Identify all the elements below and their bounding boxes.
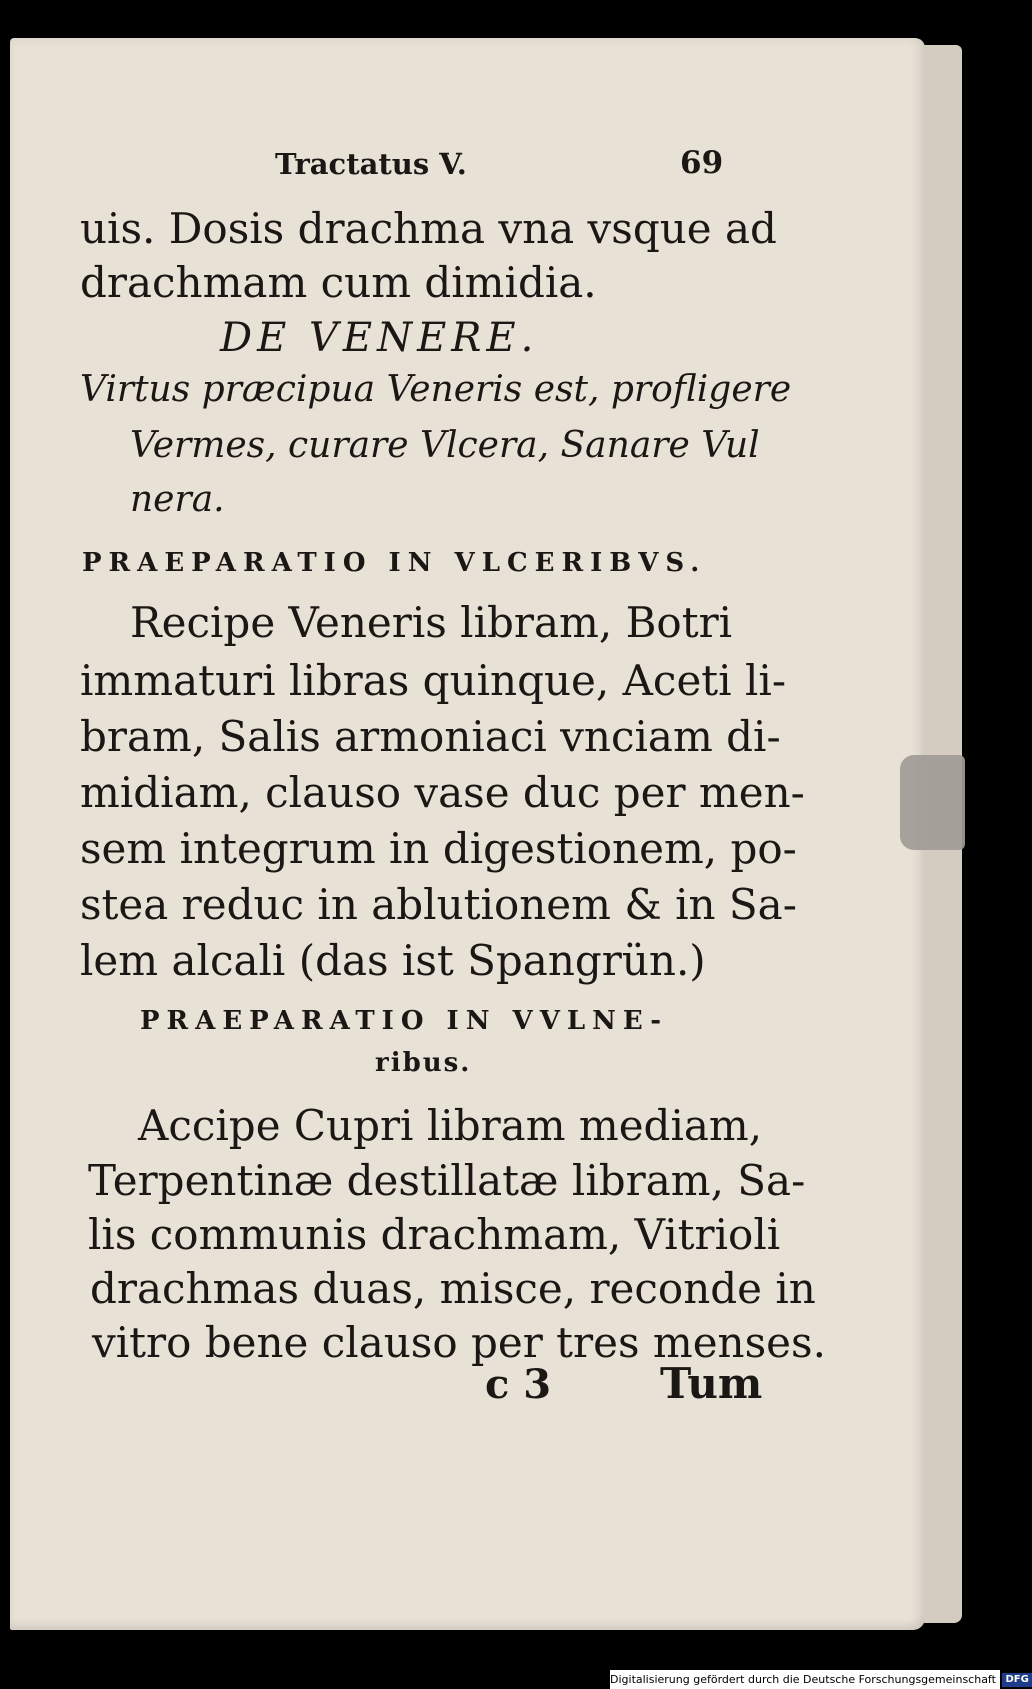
text-line-12: lis communis drachmam, Vitrioli: [88, 1210, 781, 1259]
text-line-13: drachmas duas, misce, reconde in: [90, 1264, 816, 1313]
page-number: 69: [680, 145, 724, 181]
dfg-logo-icon: DFG: [1002, 1673, 1031, 1687]
signature-mark: c 3: [485, 1361, 552, 1408]
text-line-4: immaturi libras quinque, Aceti li-: [80, 656, 787, 705]
section-heading-de-venere: DE VENERE.: [220, 315, 539, 361]
page-tab-marker: [900, 755, 965, 850]
italic-line-1: Virtus præcipua Veneris est, profligere: [80, 369, 792, 410]
text-line-8: stea reduc in ablutionem & in Sa-: [80, 880, 797, 929]
heading-praeparatio-ulceribus: PRAEPARATIO IN VLCERIBVS.: [82, 548, 707, 578]
text-line-7: sem integrum in digestionem, po-: [80, 824, 797, 873]
text-line-6: midiam, clauso vase duc per men-: [80, 768, 805, 817]
text-line-1: uis. Dosis drachma vna vsque ad: [80, 204, 777, 253]
text-line-14: vitro bene clauso per tres menses.: [92, 1318, 826, 1367]
digitization-banner: [610, 1670, 1029, 1689]
italic-line-2: Vermes, curare Vlcera, Sanare Vul: [130, 425, 760, 466]
text-line-11: Terpentinæ destillatæ libram, Sa-: [88, 1156, 806, 1205]
italic-line-3: nera.: [130, 479, 225, 520]
text-line-10: Accipe Cupri libram mediam,: [138, 1101, 763, 1150]
running-header-title: Tractatus V.: [275, 147, 467, 181]
text-line-9: lem alcali (das ist Spangrün.): [80, 936, 706, 985]
banner-text: Digitalisierung gefördert durch die Deutsche Forschungsgemeinschaft: [610, 1673, 996, 1686]
text-line-5: bram, Salis armoniaci vnciam di-: [80, 712, 781, 761]
text-line-2: drachmam cum dimidia.: [80, 258, 597, 307]
catchword: Tum: [660, 1359, 763, 1408]
heading-praeparatio-vulneribus: PRAEPARATIO IN VVLNE-: [140, 1006, 669, 1036]
heading-praeparatio-vulneribus-cont: ribus.: [375, 1048, 472, 1078]
text-line-3: Recipe Veneris libram, Botri: [130, 598, 733, 647]
